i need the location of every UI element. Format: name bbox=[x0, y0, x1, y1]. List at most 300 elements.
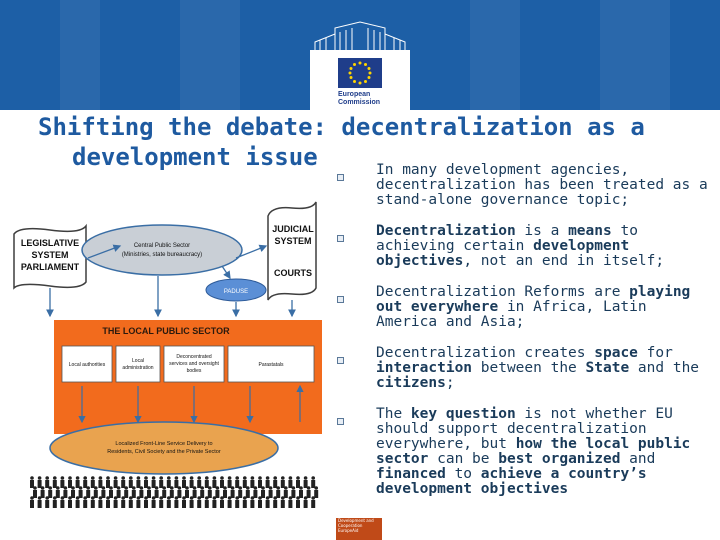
person-icon bbox=[61, 476, 65, 480]
person-icon bbox=[124, 486, 128, 490]
person-icon bbox=[30, 480, 34, 488]
person-icon bbox=[231, 486, 235, 490]
person-icon bbox=[64, 486, 68, 490]
person-icon bbox=[246, 490, 250, 498]
bullet-text: , not an end in itself; bbox=[463, 253, 665, 269]
logo-text bbox=[338, 91, 380, 107]
person-icon bbox=[243, 500, 247, 508]
person-icon bbox=[147, 490, 151, 498]
arrow-central-paduse bbox=[222, 266, 230, 278]
bullet-text-bold: best organized bbox=[498, 451, 621, 467]
person-icon bbox=[45, 500, 49, 508]
bullet-text-bold: State bbox=[585, 360, 630, 376]
person-icon bbox=[182, 480, 186, 488]
person-icon bbox=[235, 496, 239, 500]
person-icon bbox=[304, 496, 308, 500]
bullet-marker-icon bbox=[337, 296, 344, 303]
person-icon bbox=[139, 490, 143, 498]
person-icon bbox=[200, 486, 204, 490]
person-icon bbox=[45, 480, 49, 488]
person-icon bbox=[250, 500, 254, 508]
person-icon bbox=[41, 486, 45, 490]
person-icon bbox=[170, 490, 174, 498]
person-icon bbox=[159, 496, 163, 500]
person-icon bbox=[246, 486, 250, 490]
person-icon bbox=[228, 476, 232, 480]
person-icon bbox=[147, 486, 151, 490]
person-icon bbox=[63, 490, 67, 498]
bullet-text-bold: Decentralization bbox=[376, 223, 516, 239]
bullet-text: to bbox=[445, 466, 481, 482]
person-icon bbox=[243, 476, 247, 480]
europeaid-logo bbox=[336, 518, 382, 540]
bullet-text: Decentralization Reforms are bbox=[376, 284, 630, 300]
person-icon bbox=[79, 490, 83, 498]
bullet-text: for bbox=[637, 345, 673, 361]
person-icon bbox=[152, 476, 156, 480]
paduse-label: PADUSE bbox=[223, 289, 249, 295]
person-icon bbox=[261, 486, 265, 490]
person-icon bbox=[178, 486, 182, 490]
person-icon bbox=[288, 480, 292, 488]
person-icon bbox=[197, 496, 201, 500]
person-icon bbox=[228, 500, 232, 508]
person-icon bbox=[273, 496, 277, 500]
person-icon bbox=[38, 496, 42, 500]
person-icon bbox=[205, 500, 209, 508]
person-icon bbox=[266, 500, 270, 508]
service-delivery-ellipse bbox=[50, 422, 278, 474]
person-icon bbox=[30, 476, 34, 480]
person-icon bbox=[269, 490, 273, 498]
person-icon bbox=[76, 476, 80, 480]
european-commission-logo bbox=[310, 20, 410, 106]
person-icon bbox=[167, 476, 171, 480]
person-icon bbox=[197, 500, 201, 508]
person-icon bbox=[177, 490, 181, 498]
bullet-text: between the bbox=[472, 360, 586, 376]
person-icon bbox=[235, 480, 239, 488]
person-icon bbox=[289, 496, 293, 500]
person-icon bbox=[155, 486, 159, 490]
person-icon bbox=[296, 496, 300, 500]
person-icon bbox=[174, 500, 178, 508]
person-icon bbox=[91, 496, 95, 500]
person-icon bbox=[296, 500, 300, 508]
person-icon bbox=[314, 486, 318, 490]
person-icon bbox=[235, 476, 239, 480]
legislative-label-3: PARLIAMENT bbox=[20, 262, 80, 272]
person-icon bbox=[216, 486, 220, 490]
bullet-item bbox=[336, 163, 716, 208]
person-icon bbox=[243, 496, 247, 500]
central-sector-label-1: Central Public Sector bbox=[133, 243, 191, 249]
person-icon bbox=[99, 476, 103, 480]
person-icon bbox=[296, 476, 300, 480]
courts-label: COURTS bbox=[274, 268, 312, 278]
person-icon bbox=[258, 476, 262, 480]
person-icon bbox=[152, 480, 156, 488]
person-icon bbox=[109, 490, 113, 498]
person-icon bbox=[193, 486, 197, 490]
bullet-text-bold: financed bbox=[376, 466, 446, 482]
footer-logo-line-2: Cooperation bbox=[338, 523, 363, 528]
person-icon bbox=[212, 480, 216, 488]
bullet-text: In many development agencies, decentralization has been treated as a stand-alone governance topic; bbox=[376, 162, 708, 208]
bullet-text: ; bbox=[445, 375, 455, 391]
person-icon bbox=[266, 496, 270, 500]
person-icon bbox=[76, 500, 80, 508]
person-icon bbox=[228, 496, 232, 500]
person-icon bbox=[53, 476, 57, 480]
person-icon bbox=[83, 480, 87, 488]
bullet-text-bold: achieve a country’s development objectives bbox=[376, 466, 647, 497]
person-icon bbox=[152, 500, 156, 508]
person-icon bbox=[56, 486, 60, 490]
person-icon bbox=[238, 486, 242, 490]
person-icon bbox=[238, 490, 242, 498]
person-icon bbox=[68, 476, 72, 480]
person-icon bbox=[94, 490, 98, 498]
person-icon bbox=[91, 500, 95, 508]
person-icon bbox=[53, 496, 57, 500]
local-administration-box bbox=[116, 346, 160, 382]
person-icon bbox=[121, 476, 125, 480]
person-icon bbox=[121, 496, 125, 500]
person-icon bbox=[193, 490, 197, 498]
person-icon bbox=[144, 500, 148, 508]
person-icon bbox=[91, 480, 95, 488]
person-icon bbox=[30, 500, 34, 508]
person-icon bbox=[106, 480, 110, 488]
person-icon bbox=[167, 496, 171, 500]
person-icon bbox=[144, 496, 148, 500]
person-icon bbox=[190, 500, 194, 508]
person-icon bbox=[304, 500, 308, 508]
title-line-2: development issue bbox=[72, 143, 318, 171]
person-icon bbox=[223, 486, 227, 490]
person-icon bbox=[53, 480, 57, 488]
person-icon bbox=[273, 476, 277, 480]
judicial-system-shape bbox=[268, 202, 316, 300]
person-icon bbox=[190, 480, 194, 488]
judicial-label-1: JUDICIAL bbox=[272, 224, 314, 234]
bullet-text-bold: key question bbox=[410, 406, 516, 422]
person-icon bbox=[292, 486, 296, 490]
deconcentrated-label-2: services and oversight bbox=[169, 361, 219, 367]
bullet-text: and bbox=[620, 451, 656, 467]
footer-logo-line-1: Development and bbox=[338, 518, 374, 523]
person-icon bbox=[140, 486, 144, 490]
person-icon bbox=[311, 480, 315, 488]
person-icon bbox=[284, 490, 288, 498]
person-icon bbox=[121, 500, 125, 508]
public-sector-diagram bbox=[10, 196, 326, 514]
person-icon bbox=[253, 490, 257, 498]
person-icon bbox=[129, 496, 133, 500]
person-icon bbox=[79, 486, 83, 490]
person-icon bbox=[276, 486, 280, 490]
person-icon bbox=[68, 500, 72, 508]
person-icon bbox=[200, 490, 204, 498]
person-icon bbox=[205, 496, 209, 500]
legislative-label-2: SYSTEM bbox=[31, 250, 69, 260]
person-icon bbox=[33, 490, 37, 498]
person-icon bbox=[231, 490, 235, 498]
person-icon bbox=[213, 476, 217, 480]
person-icon bbox=[114, 500, 118, 508]
local-administration-label-2: administration bbox=[122, 365, 154, 371]
person-icon bbox=[71, 490, 75, 498]
logo-line-european: European bbox=[338, 91, 371, 98]
person-icon bbox=[185, 486, 189, 490]
bullet-text: The bbox=[376, 406, 411, 422]
person-icon bbox=[284, 486, 288, 490]
person-icon bbox=[170, 486, 174, 490]
person-icon bbox=[291, 490, 295, 498]
person-icon bbox=[208, 490, 212, 498]
person-icon bbox=[182, 500, 186, 508]
bullet-text-bold: space bbox=[594, 345, 638, 361]
person-icon bbox=[144, 476, 148, 480]
person-icon bbox=[205, 480, 209, 488]
person-icon bbox=[258, 480, 262, 488]
person-icon bbox=[197, 476, 201, 480]
person-icon bbox=[117, 490, 121, 498]
person-icon bbox=[281, 500, 285, 508]
person-icon bbox=[190, 476, 194, 480]
person-icon bbox=[258, 500, 262, 508]
judicial-label-2: SYSTEM bbox=[274, 236, 312, 246]
legislative-label-1: LEGISLATIVE bbox=[20, 238, 80, 248]
person-icon bbox=[281, 496, 285, 500]
person-icon bbox=[114, 496, 118, 500]
person-icon bbox=[254, 486, 258, 490]
person-icon bbox=[251, 476, 255, 480]
person-icon bbox=[281, 480, 285, 488]
person-icon bbox=[98, 480, 102, 488]
person-icon bbox=[220, 500, 224, 508]
person-icon bbox=[132, 486, 136, 490]
person-icon bbox=[152, 496, 156, 500]
central-sector-label-2: (Ministries, state bureaucracy) bbox=[121, 252, 203, 258]
person-icon bbox=[266, 480, 270, 488]
person-icon bbox=[137, 476, 141, 480]
person-icon bbox=[175, 476, 179, 480]
person-icon bbox=[56, 490, 60, 498]
person-icon bbox=[299, 486, 303, 490]
person-icon bbox=[162, 486, 166, 490]
person-icon bbox=[304, 480, 308, 488]
central-public-sector-ellipse bbox=[82, 225, 242, 275]
local-sector-label: THE LOCAL PUBLIC SECTOR bbox=[102, 326, 230, 336]
person-icon bbox=[68, 480, 72, 488]
logo-line-commission: Commission bbox=[338, 99, 381, 106]
person-icon bbox=[235, 500, 239, 508]
person-icon bbox=[144, 480, 148, 488]
person-icon bbox=[33, 486, 37, 490]
bullet-text: in Africa, Latin America and Asia; bbox=[376, 299, 647, 330]
deconcentrated-label-3: bodies bbox=[186, 368, 202, 374]
person-icon bbox=[174, 480, 178, 488]
person-icon bbox=[53, 500, 57, 508]
bullet-text-bold: playing out everywhere bbox=[376, 284, 691, 315]
bullet-text: is a bbox=[515, 223, 569, 239]
person-icon bbox=[101, 490, 105, 498]
person-icon bbox=[276, 490, 280, 498]
person-icon bbox=[289, 476, 293, 480]
person-icon bbox=[162, 490, 166, 498]
person-icon bbox=[220, 496, 224, 500]
person-icon bbox=[159, 476, 163, 480]
person-icon bbox=[83, 496, 87, 500]
deconcentrated-label-1: Deconcentrated bbox=[176, 354, 212, 360]
person-icon bbox=[175, 496, 179, 500]
citizens-crowd-icon bbox=[30, 476, 318, 508]
person-icon bbox=[61, 496, 65, 500]
person-icon bbox=[71, 486, 75, 490]
person-icon bbox=[299, 490, 303, 498]
bullet-item bbox=[336, 346, 716, 391]
person-icon bbox=[296, 480, 300, 488]
person-icon bbox=[208, 486, 212, 490]
bullet-marker-icon bbox=[337, 235, 344, 242]
bullet-marker-icon bbox=[337, 357, 344, 364]
person-icon bbox=[304, 476, 308, 480]
bullet-text-bold: how the local public sector bbox=[376, 436, 691, 467]
person-icon bbox=[197, 480, 201, 488]
bullet-item bbox=[336, 285, 716, 330]
person-icon bbox=[48, 486, 52, 490]
person-icon bbox=[136, 480, 140, 488]
person-icon bbox=[215, 490, 219, 498]
person-icon bbox=[83, 500, 87, 508]
person-icon bbox=[38, 480, 42, 488]
person-icon bbox=[129, 480, 133, 488]
bullet-text: is not whether EU should support decentralization everywhere, but bbox=[376, 406, 673, 452]
bullet-text-bold: citizens bbox=[376, 375, 446, 391]
person-icon bbox=[86, 486, 90, 490]
person-icon bbox=[159, 480, 163, 488]
person-icon bbox=[117, 486, 121, 490]
person-icon bbox=[269, 486, 273, 490]
person-icon bbox=[258, 496, 262, 500]
bullet-text-bold: means bbox=[568, 223, 612, 239]
local-administration-label-1: Local bbox=[132, 358, 144, 364]
person-icon bbox=[311, 496, 315, 500]
person-icon bbox=[136, 500, 140, 508]
person-icon bbox=[281, 476, 285, 480]
person-icon bbox=[45, 476, 49, 480]
legislative-system-shape bbox=[14, 226, 86, 288]
bullet-item bbox=[336, 224, 716, 269]
person-icon bbox=[213, 496, 217, 500]
bullet-text-bold: development objectives bbox=[376, 238, 630, 269]
bullet-item bbox=[336, 407, 716, 497]
person-icon bbox=[48, 490, 52, 498]
person-icon bbox=[114, 480, 118, 488]
local-authorities-label: Local authorities bbox=[68, 362, 106, 368]
person-icon bbox=[167, 480, 171, 488]
person-icon bbox=[91, 476, 95, 480]
person-icon bbox=[60, 500, 64, 508]
person-icon bbox=[86, 490, 90, 498]
bullet-marker-icon bbox=[337, 174, 344, 181]
person-icon bbox=[288, 500, 292, 508]
person-icon bbox=[137, 496, 141, 500]
footer-logo-line-3: EuropeAid bbox=[338, 528, 359, 533]
person-icon bbox=[68, 496, 72, 500]
person-icon bbox=[314, 490, 318, 498]
bullet-text: Decentralization creates bbox=[376, 345, 595, 361]
bullet-text: and the bbox=[629, 360, 700, 376]
person-icon bbox=[129, 476, 133, 480]
eu-flag-icon bbox=[338, 58, 382, 88]
person-icon bbox=[99, 496, 103, 500]
title-line-1: Shifting the debate: decentralization as a bbox=[38, 113, 645, 141]
person-icon bbox=[190, 496, 194, 500]
person-icon bbox=[307, 486, 311, 490]
person-icon bbox=[251, 496, 255, 500]
person-icon bbox=[106, 496, 110, 500]
person-icon bbox=[167, 500, 171, 508]
parastatals-label: Parastatals bbox=[258, 362, 284, 368]
person-icon bbox=[106, 476, 110, 480]
person-icon bbox=[250, 480, 254, 488]
person-icon bbox=[182, 476, 186, 480]
person-icon bbox=[132, 490, 136, 498]
person-icon bbox=[38, 476, 42, 480]
person-icon bbox=[212, 500, 216, 508]
service-delivery-label-1: Localized Front-Line Service Delivery to bbox=[115, 441, 213, 447]
person-icon bbox=[223, 490, 227, 498]
person-icon bbox=[41, 490, 45, 498]
person-icon bbox=[30, 496, 34, 500]
person-icon bbox=[159, 500, 163, 508]
person-icon bbox=[205, 476, 209, 480]
person-icon bbox=[155, 490, 159, 498]
person-icon bbox=[124, 490, 128, 498]
person-icon bbox=[114, 476, 118, 480]
person-icon bbox=[38, 500, 42, 508]
person-icon bbox=[261, 490, 265, 498]
person-icon bbox=[273, 500, 277, 508]
person-icon bbox=[60, 480, 64, 488]
bullet-text: to achieving certain bbox=[376, 223, 638, 254]
person-icon bbox=[98, 500, 102, 508]
bullet-marker-icon bbox=[337, 418, 344, 425]
person-icon bbox=[94, 486, 98, 490]
person-icon bbox=[83, 476, 87, 480]
person-icon bbox=[307, 490, 311, 498]
person-icon bbox=[121, 480, 125, 488]
person-icon bbox=[76, 496, 80, 500]
person-icon bbox=[109, 486, 113, 490]
person-icon bbox=[182, 496, 186, 500]
person-icon bbox=[228, 480, 232, 488]
person-icon bbox=[76, 480, 80, 488]
person-icon bbox=[311, 476, 315, 480]
person-icon bbox=[311, 500, 315, 508]
bullet-list bbox=[336, 163, 716, 513]
bullet-text-bold: interaction bbox=[376, 360, 473, 376]
person-icon bbox=[266, 476, 270, 480]
person-icon bbox=[273, 480, 277, 488]
person-icon bbox=[243, 480, 247, 488]
person-icon bbox=[102, 486, 106, 490]
person-icon bbox=[185, 490, 189, 498]
person-icon bbox=[106, 500, 110, 508]
